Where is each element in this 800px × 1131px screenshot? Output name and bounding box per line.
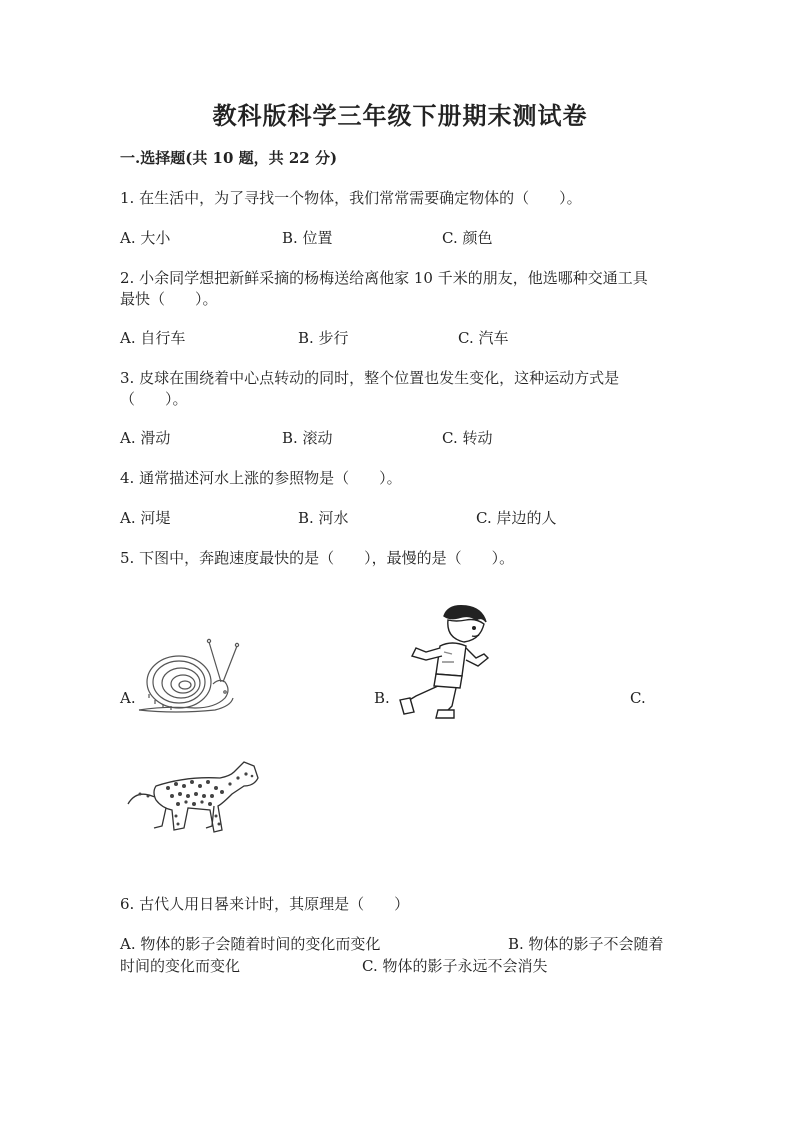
leopard-image [126, 756, 260, 840]
question-2-option-c: C. 汽车 [458, 329, 509, 347]
question-6-option-b-part1: B. 物体的影子不会随着 [508, 935, 664, 953]
question-5-stem: 5. 下图中，奔跑速度最快的是（ ），最慢的是（ ）。 [120, 549, 515, 567]
question-1-option-c: C. 颜色 [442, 229, 493, 247]
page-title: 教科版科学三年级下册期末测试卷 [212, 101, 588, 130]
question-6-option-b-part2: 时间的变化而变化 [120, 957, 241, 975]
question-3-option-c: C. 转动 [442, 429, 493, 447]
question-4-option-c: C. 岸边的人 [476, 509, 557, 527]
question-6-option-a: A. 物体的影子会随着时间的变化而变化 [120, 935, 381, 953]
question-1-option-a: A. 大小 [120, 229, 171, 247]
running-boy-image [396, 602, 496, 720]
section-heading: 一.选择题(共 10 题，共 22 分) [120, 149, 338, 167]
question-5-option-b: B. [374, 689, 390, 707]
question-4-option-a: A. 河堤 [120, 509, 171, 527]
question-1-option-b: B. 位置 [282, 229, 333, 247]
question-2-option-a: A. 自行车 [120, 329, 186, 347]
question-3-stem-line1: 3. 皮球在围绕着中心点转动的同时，整个位置也发生变化，这种运动方式是 [120, 369, 620, 387]
question-6-option-c: C. 物体的影子永远不会消失 [362, 957, 548, 975]
snail-image [135, 636, 243, 714]
question-3-stem-line2: （ ）。 [120, 390, 188, 408]
question-2-option-b: B. 步行 [298, 329, 349, 347]
question-1-stem: 1. 在生活中，为了寻找一个物体，我们常常需要确定物体的（ ）。 [120, 189, 582, 207]
question-5-option-a: A. [120, 689, 136, 707]
question-3-option-a: A. 滑动 [120, 429, 171, 447]
question-5-option-c: C. [630, 689, 646, 707]
question-3-option-b: B. 滚动 [282, 429, 333, 447]
question-2-stem-line2: 最快（ ）。 [120, 290, 218, 308]
question-2-stem-line1: 2. 小余同学想把新鲜采摘的杨梅送给离他家 10 千米的朋友，他选哪种交通工具 [120, 269, 648, 287]
question-6-stem: 6. 古代人用日晷来计时，其原理是（ ） [120, 895, 410, 913]
question-4-stem: 4. 通常描述河水上涨的参照物是（ ）。 [120, 469, 402, 487]
question-4-option-b: B. 河水 [298, 509, 349, 527]
